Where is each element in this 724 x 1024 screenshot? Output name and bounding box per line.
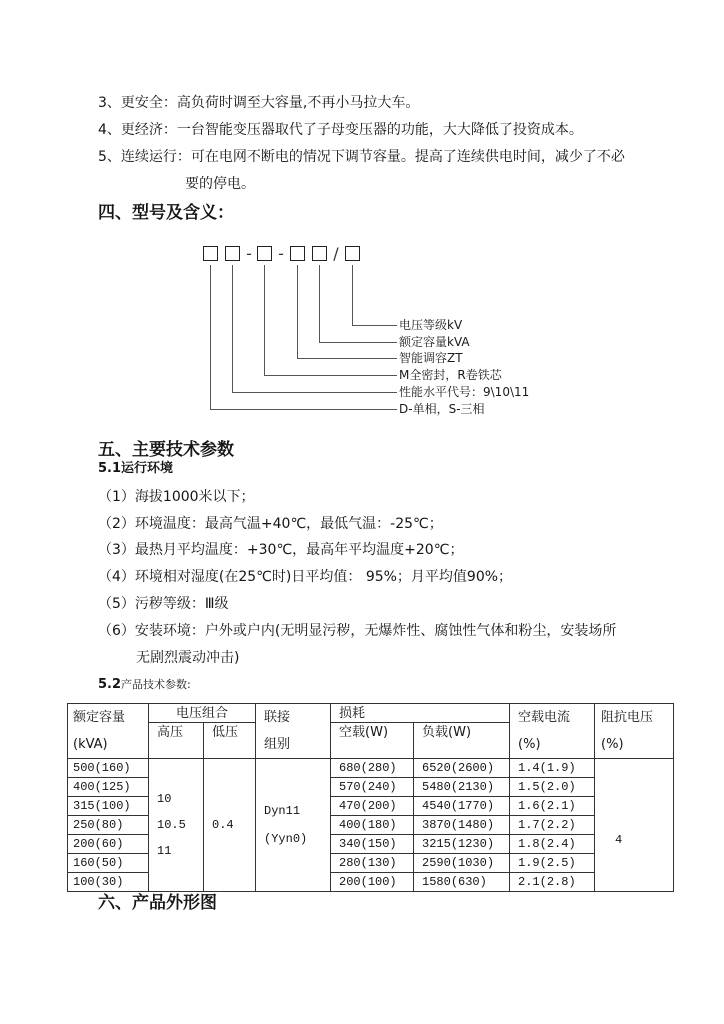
cell-load-loss: 3870(1480) xyxy=(414,816,510,835)
cell-no-load-current: 1.5(2.0) xyxy=(510,778,595,797)
cell-rated-capacity: 200(60) xyxy=(68,835,149,854)
environment-item: （6）安装环境：户外或户内(无明显污秽，无爆炸性、腐蚀性气体和粉尘，安装场所 xyxy=(98,623,617,639)
header-connection-group xyxy=(256,704,331,759)
leader-line xyxy=(232,265,233,392)
header-load-loss: 负载(W) xyxy=(414,723,510,759)
header-label: 空载电流 xyxy=(518,710,571,725)
cell-no-load-current: 1.6(2.1) xyxy=(510,797,595,816)
leader-line xyxy=(232,392,397,393)
cell-high-voltage xyxy=(149,759,204,892)
section-heading-model-meaning: 四、型号及含义： xyxy=(98,203,234,223)
leader-line xyxy=(297,265,298,358)
cell-no-load-current: 2.1(2.8) xyxy=(510,873,595,892)
subsection-number: 5.2 xyxy=(98,677,122,692)
header-label: 联接 xyxy=(264,710,291,725)
header-rated-capacity xyxy=(68,704,149,759)
code-label-performance-level: 性能水平代号：9\10\11 xyxy=(399,385,530,399)
cell-load-loss: 2590(1030) xyxy=(414,854,510,873)
leader-line xyxy=(210,265,211,409)
environment-item: （4）环境相对湿度(在25℃时)日平均值： 95%；月平均值90%； xyxy=(98,569,513,585)
leader-line xyxy=(264,265,265,375)
leader-line xyxy=(319,265,320,342)
cell-connection-group xyxy=(256,759,331,892)
benefit-item-continuous-operation: 5、连续运行：可在电网不断电的情况下调节容量。提高了连续供电时间，减少了不必 xyxy=(98,149,625,165)
leader-line xyxy=(264,375,397,376)
table-header-row xyxy=(68,704,674,723)
cell-rated-capacity: 250(80) xyxy=(68,816,149,835)
code-placeholder-box xyxy=(290,246,305,261)
header-unit: (kVA) xyxy=(73,737,108,752)
table-row xyxy=(68,759,674,778)
cell-rated-capacity: 400(125) xyxy=(68,778,149,797)
code-placeholder-box xyxy=(203,246,218,261)
spec-table xyxy=(67,703,674,892)
code-label-smart-capacity: 智能调容ZT xyxy=(399,351,463,365)
connection-group-value: Dyn11 xyxy=(264,804,301,818)
subsection-title-product-parameters xyxy=(98,676,191,694)
cell-no-load-loss: 470(200) xyxy=(331,797,414,816)
environment-item: （2）环境温度：最高气温+40℃，最低气温：-25℃； xyxy=(98,516,443,532)
environment-item: （1）海拔1000米以下； xyxy=(98,489,255,505)
leader-line xyxy=(319,342,397,343)
code-separator: / xyxy=(333,244,339,263)
cell-load-loss: 6520(2600) xyxy=(414,759,510,778)
code-label-voltage-class: 电压等级kV xyxy=(399,318,463,332)
code-label-phase: D-单相，S-三相 xyxy=(399,402,485,416)
code-placeholder-box xyxy=(345,246,360,261)
code-label-sealing-core: M全密封，R卷铁芯 xyxy=(399,368,502,382)
code-placeholder-box xyxy=(257,246,272,261)
header-unit: (%) xyxy=(518,737,541,752)
code-label-rated-capacity: 额定容量kVA xyxy=(399,335,470,349)
code-placeholder-box xyxy=(225,246,240,261)
connection-group-value: (Yyn0) xyxy=(264,832,308,846)
leader-line xyxy=(352,265,353,325)
cell-no-load-current: 1.4(1.9) xyxy=(510,759,595,778)
cell-load-loss: 4540(1770) xyxy=(414,797,510,816)
cell-no-load-current: 1.9(2.5) xyxy=(510,854,595,873)
header-high-voltage: 高压 xyxy=(149,723,204,759)
environment-item: （3）最热月平均温度：+30℃，最高年平均温度+20℃； xyxy=(98,542,464,558)
cell-no-load-loss: 340(150) xyxy=(331,835,414,854)
header-unit: (%) xyxy=(601,737,624,752)
cell-rated-capacity: 500(160) xyxy=(68,759,149,778)
environment-item: （5）污秽等级：Ⅲ级 xyxy=(98,596,229,612)
high-voltage-value: 10.5 xyxy=(157,818,186,832)
cell-impedance-voltage: 4 xyxy=(595,759,674,892)
leader-line xyxy=(210,409,397,410)
code-separator: - xyxy=(278,244,284,263)
header-losses: 损耗 xyxy=(331,704,510,723)
cell-load-loss: 5480(2130) xyxy=(414,778,510,797)
cell-rated-capacity: 160(50) xyxy=(68,854,149,873)
header-label: 阻抗电压 xyxy=(601,710,654,725)
benefit-item-economy: 4、更经济：一台智能变压器取代了子母变压器的功能，大大降低了投资成本。 xyxy=(98,122,583,138)
cell-no-load-current: 1.8(2.4) xyxy=(510,835,595,854)
header-no-load-current xyxy=(510,704,595,759)
benefit-item-safety: 3、更安全：高负荷时调至大容量,不再小马拉大车。 xyxy=(98,95,420,111)
cell-no-load-current: 1.7(2.2) xyxy=(510,816,595,835)
cell-load-loss: 3215(1230) xyxy=(414,835,510,854)
cell-no-load-loss: 680(280) xyxy=(331,759,414,778)
leader-line xyxy=(352,325,397,326)
cell-no-load-loss: 200(100) xyxy=(331,873,414,892)
header-voltage-combination: 电压组合 xyxy=(149,704,256,723)
code-separator: - xyxy=(246,244,252,263)
header-label: 组别 xyxy=(264,737,291,752)
header-no-load-loss: 空载(W) xyxy=(331,723,414,759)
cell-rated-capacity: 100(30) xyxy=(68,873,149,892)
benefit-item-continuous-operation-continued: 要的停电。 xyxy=(185,176,255,192)
cell-no-load-loss: 280(130) xyxy=(331,854,414,873)
header-low-voltage: 低压 xyxy=(204,723,256,759)
subsection-label: 产品技术参数: xyxy=(121,678,191,691)
cell-load-loss: 1580(630) xyxy=(414,873,510,892)
cell-low-voltage: 0.4 xyxy=(204,759,256,892)
high-voltage-value: 10 xyxy=(157,792,172,806)
environment-item-continued: 无剧烈震动冲击) xyxy=(136,650,240,666)
high-voltage-value: 11 xyxy=(157,844,172,858)
header-label: 额定容量 xyxy=(73,710,126,725)
leader-line xyxy=(297,358,397,359)
code-placeholder-box xyxy=(312,246,327,261)
header-impedance-voltage xyxy=(595,704,674,759)
section-heading-technical-parameters: 五、主要技术参数 xyxy=(98,440,234,460)
subsection-title-environment: 5.1运行环境 xyxy=(98,461,174,476)
cell-no-load-loss: 400(180) xyxy=(331,816,414,835)
cell-no-load-loss: 570(240) xyxy=(331,778,414,797)
section-heading-product-outline: 六、产品外形图 xyxy=(98,893,217,913)
cell-rated-capacity: 315(100) xyxy=(68,797,149,816)
